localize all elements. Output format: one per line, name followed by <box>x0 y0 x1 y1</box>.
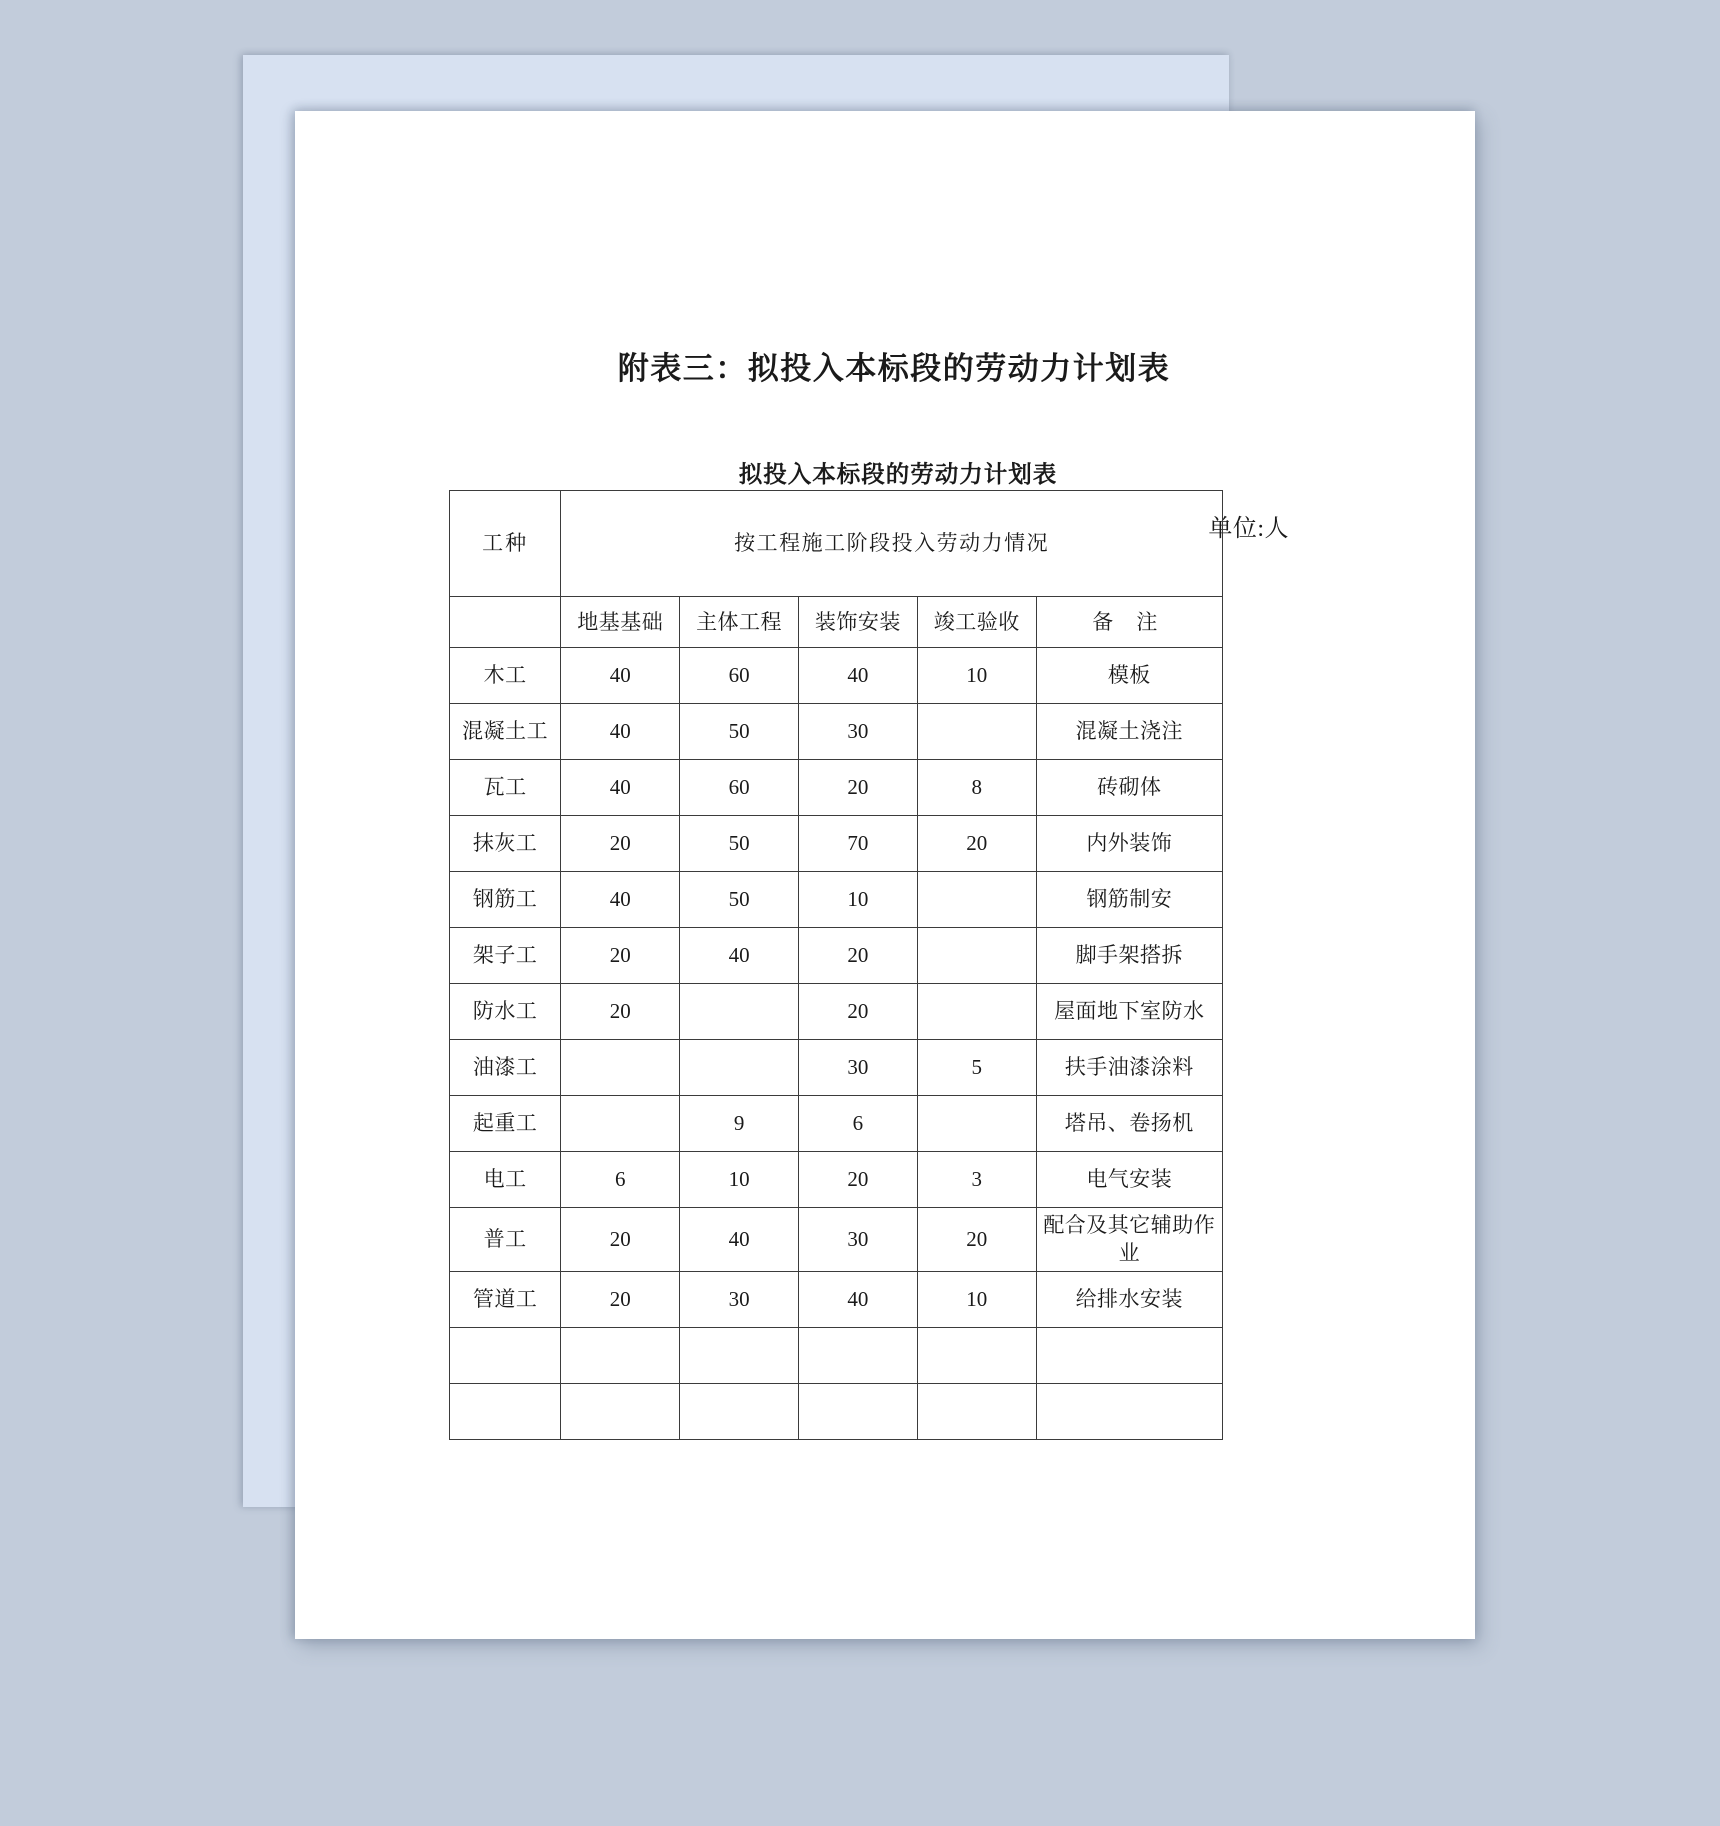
table-row <box>450 816 1223 872</box>
cell-decoration: 30 <box>798 1208 917 1272</box>
cell-remark: 扶手油漆涂料 <box>1036 1040 1222 1096</box>
cell-main-structure <box>680 984 799 1040</box>
cell-foundation <box>561 1328 680 1384</box>
cell-decoration <box>798 1384 917 1440</box>
page-title: 附表三：拟投入本标段的劳动力计划表 <box>617 351 1171 386</box>
header-remarks: 备 注 <box>1036 597 1222 648</box>
cell-foundation: 40 <box>561 760 680 816</box>
cell-remark: 内外装饰 <box>1036 816 1222 872</box>
cell-foundation: 20 <box>561 816 680 872</box>
cell-remark <box>1036 1384 1222 1440</box>
document-page <box>295 111 1475 1639</box>
cell-remark: 塔吊、卷扬机 <box>1036 1096 1222 1152</box>
table-header-row-group <box>450 491 1223 597</box>
cell-remark <box>1036 1208 1222 1272</box>
cell-foundation: 40 <box>561 872 680 928</box>
cell-trade: 油漆工 <box>450 1040 561 1096</box>
table-row <box>450 1208 1223 1272</box>
table-row <box>450 1384 1223 1440</box>
cell-trade: 瓦工 <box>450 760 561 816</box>
table-row <box>450 1040 1223 1096</box>
cell-completion: 20 <box>917 1208 1036 1272</box>
header-trade: 工种 <box>450 491 561 597</box>
table-row <box>450 704 1223 760</box>
table-row <box>450 872 1223 928</box>
cell-decoration: 20 <box>798 1152 917 1208</box>
table-row <box>450 648 1223 704</box>
cell-trade: 管道工 <box>450 1272 561 1328</box>
cell-remark: 钢筋制安 <box>1036 872 1222 928</box>
cell-decoration <box>798 1328 917 1384</box>
cell-decoration: 70 <box>798 816 917 872</box>
cell-completion <box>917 872 1036 928</box>
cell-completion <box>917 1328 1036 1384</box>
cell-completion: 20 <box>917 816 1036 872</box>
cell-trade <box>450 1384 561 1440</box>
table-row <box>450 984 1223 1040</box>
labor-plan-table-container <box>449 490 1223 1440</box>
cell-trade <box>450 1328 561 1384</box>
cell-decoration: 20 <box>798 928 917 984</box>
document-body <box>295 111 1475 1639</box>
cell-trade: 防水工 <box>450 984 561 1040</box>
cell-remark <box>1036 1328 1222 1384</box>
cell-main-structure: 50 <box>680 872 799 928</box>
cell-main-structure: 60 <box>680 648 799 704</box>
table-row <box>450 760 1223 816</box>
cell-trade: 普工 <box>450 1208 561 1272</box>
cell-foundation: 20 <box>561 1272 680 1328</box>
cell-decoration: 6 <box>798 1096 917 1152</box>
cell-completion: 5 <box>917 1040 1036 1096</box>
labor-plan-table <box>449 490 1223 1440</box>
cell-completion <box>917 1384 1036 1440</box>
cell-decoration: 30 <box>798 1040 917 1096</box>
cell-decoration: 20 <box>798 984 917 1040</box>
cell-completion <box>917 928 1036 984</box>
table-header-row-sub <box>450 597 1223 648</box>
header-stage-foundation: 地基基础 <box>561 597 680 648</box>
cell-trade: 木工 <box>450 648 561 704</box>
cell-trade: 混凝土工 <box>450 704 561 760</box>
cell-foundation: 40 <box>561 648 680 704</box>
cell-foundation <box>561 1040 680 1096</box>
header-stage-completion: 竣工验收 <box>917 597 1036 648</box>
cell-remark: 脚手架搭拆 <box>1036 928 1222 984</box>
cell-remark-text: 配合及其它辅助作业 <box>1043 1213 1216 1265</box>
cell-main-structure: 10 <box>680 1152 799 1208</box>
cell-decoration: 30 <box>798 704 917 760</box>
cell-remark: 给排水安装 <box>1036 1272 1222 1328</box>
cell-remark: 电气安装 <box>1036 1152 1222 1208</box>
cell-foundation: 40 <box>561 704 680 760</box>
cell-main-structure <box>680 1040 799 1096</box>
header-stage-group: 按工程施工阶段投入劳动力情况 <box>561 491 1223 597</box>
cell-main-structure: 40 <box>680 928 799 984</box>
table-row <box>450 1096 1223 1152</box>
cell-foundation: 20 <box>561 1208 680 1272</box>
cell-remark: 砖砌体 <box>1036 760 1222 816</box>
table-row <box>450 1272 1223 1328</box>
unit-label: 单位:人 <box>1208 516 1289 542</box>
cell-trade: 钢筋工 <box>450 872 561 928</box>
table-caption: 拟投入本标段的劳动力计划表 <box>738 462 1058 488</box>
cell-trade: 架子工 <box>450 928 561 984</box>
cell-main-structure: 50 <box>680 816 799 872</box>
cell-remark: 屋面地下室防水 <box>1036 984 1222 1040</box>
header-trade-spacer <box>450 597 561 648</box>
cell-completion <box>917 1096 1036 1152</box>
cell-completion: 10 <box>917 648 1036 704</box>
cell-main-structure: 9 <box>680 1096 799 1152</box>
cell-foundation: 20 <box>561 984 680 1040</box>
cell-foundation: 20 <box>561 928 680 984</box>
cell-remark: 混凝土浇注 <box>1036 704 1222 760</box>
cell-completion <box>917 984 1036 1040</box>
cell-decoration: 40 <box>798 1272 917 1328</box>
cell-trade: 电工 <box>450 1152 561 1208</box>
cell-foundation <box>561 1384 680 1440</box>
cell-decoration: 40 <box>798 648 917 704</box>
cell-completion: 8 <box>917 760 1036 816</box>
cell-foundation: 6 <box>561 1152 680 1208</box>
cell-decoration: 10 <box>798 872 917 928</box>
table-row <box>450 1328 1223 1384</box>
cell-completion: 10 <box>917 1272 1036 1328</box>
cell-main-structure: 60 <box>680 760 799 816</box>
table-row <box>450 928 1223 984</box>
cell-main-structure <box>680 1384 799 1440</box>
cell-completion <box>917 704 1036 760</box>
cell-main-structure: 30 <box>680 1272 799 1328</box>
cell-trade: 抹灰工 <box>450 816 561 872</box>
cell-main-structure: 50 <box>680 704 799 760</box>
table-row <box>450 1152 1223 1208</box>
header-stage-decoration: 装饰安装 <box>798 597 917 648</box>
cell-remark: 模板 <box>1036 648 1222 704</box>
cell-main-structure <box>680 1328 799 1384</box>
header-stage-main-structure: 主体工程 <box>680 597 799 648</box>
cell-decoration: 20 <box>798 760 917 816</box>
cell-main-structure: 40 <box>680 1208 799 1272</box>
cell-trade: 起重工 <box>450 1096 561 1152</box>
cell-completion: 3 <box>917 1152 1036 1208</box>
cell-foundation <box>561 1096 680 1152</box>
